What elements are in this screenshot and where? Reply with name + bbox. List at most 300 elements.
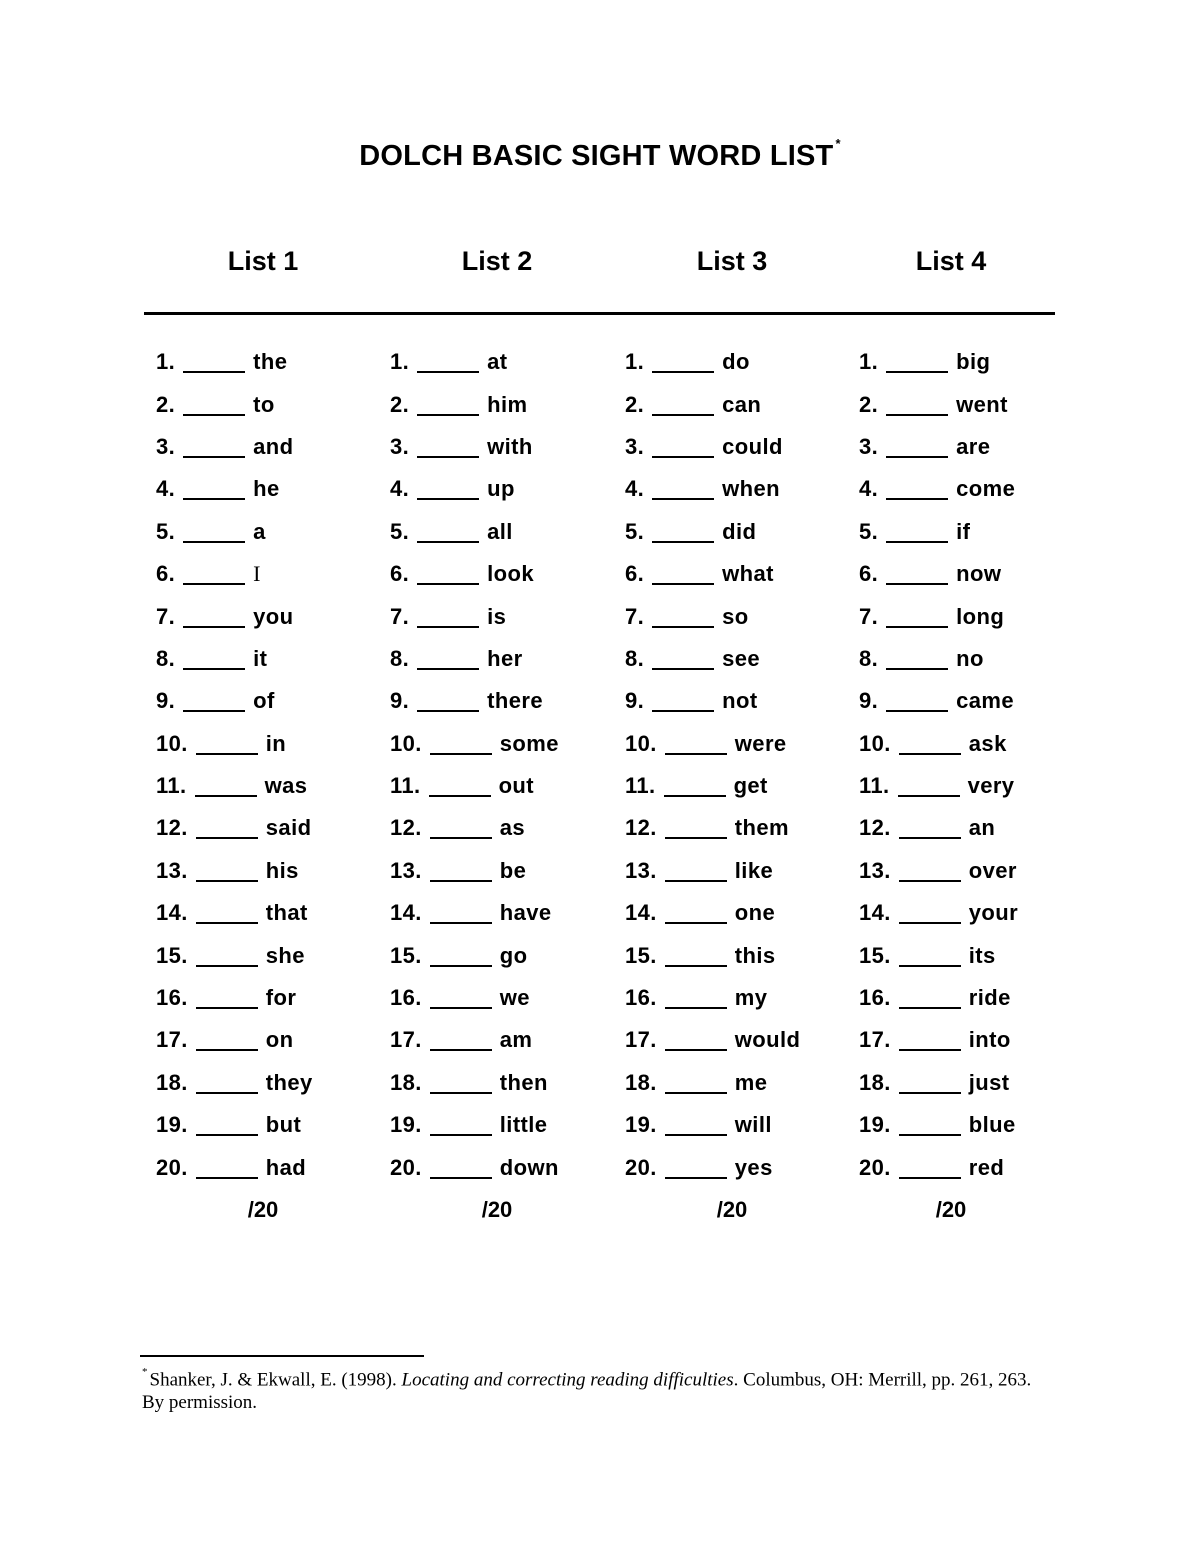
word-row: [390, 383, 620, 425]
sight-word: them: [734, 815, 789, 841]
answer-blank[interactable]: [899, 864, 961, 882]
answer-blank[interactable]: [899, 991, 961, 1009]
answer-blank[interactable]: [196, 1118, 258, 1136]
answer-blank[interactable]: [430, 949, 492, 967]
word-row: [156, 765, 386, 807]
sight-word: was: [264, 773, 308, 799]
word-number: 12.: [859, 815, 891, 841]
word-row: [625, 723, 855, 765]
sight-word: there: [487, 688, 543, 714]
sight-word: if: [956, 518, 971, 544]
sight-word: go: [499, 942, 528, 968]
word-number: 6.: [156, 561, 176, 587]
word-row: [390, 1104, 620, 1146]
answer-blank[interactable]: [886, 610, 948, 628]
sight-word: your: [968, 900, 1019, 926]
answer-blank[interactable]: [183, 482, 245, 500]
word-row: [390, 595, 620, 637]
answer-blank[interactable]: [899, 906, 961, 924]
word-row: [859, 638, 1089, 680]
answer-blank[interactable]: [664, 779, 726, 797]
sight-word: came: [956, 688, 1015, 714]
word-row: [156, 341, 386, 383]
answer-blank[interactable]: [665, 991, 727, 1009]
sight-word: were: [734, 730, 787, 756]
word-number: 3.: [625, 433, 645, 459]
answer-blank[interactable]: [899, 1076, 961, 1094]
word-number: 1.: [859, 349, 879, 375]
word-row: [625, 341, 855, 383]
sight-word: my: [734, 985, 768, 1011]
word-row: [859, 1019, 1089, 1061]
answer-blank[interactable]: [196, 949, 258, 967]
sight-word: long: [956, 603, 1005, 629]
answer-blank[interactable]: [665, 864, 727, 882]
word-number: 7.: [625, 603, 645, 629]
list-4-score: /20: [935, 1197, 967, 1222]
answer-blank[interactable]: [430, 1161, 492, 1179]
answer-blank[interactable]: [417, 355, 479, 373]
answer-blank[interactable]: [196, 1033, 258, 1051]
answer-blank[interactable]: [417, 694, 479, 712]
sight-word: little: [499, 1112, 548, 1138]
answer-blank[interactable]: [183, 440, 245, 458]
word-row: [859, 807, 1089, 849]
word-number: 8.: [390, 645, 410, 671]
sight-word: so: [722, 603, 749, 629]
sight-word: do: [722, 349, 750, 375]
sight-word: a: [253, 518, 266, 544]
answer-blank[interactable]: [430, 1076, 492, 1094]
list-1-score: /20: [247, 1197, 279, 1222]
answer-blank[interactable]: [665, 1161, 727, 1179]
sight-word: over: [968, 857, 1017, 883]
word-row: [859, 765, 1089, 807]
answer-blank[interactable]: [417, 398, 479, 416]
word-row: [625, 1019, 855, 1061]
answer-blank[interactable]: [899, 1033, 961, 1051]
word-number: 17.: [390, 1027, 422, 1053]
title-footnote-marker: *: [835, 136, 841, 152]
sight-word: will: [734, 1112, 772, 1138]
answer-blank[interactable]: [183, 567, 245, 585]
list-4-header: List 4: [915, 246, 987, 276]
answer-blank[interactable]: [652, 652, 714, 670]
sight-word: of: [253, 688, 275, 714]
answer-blank[interactable]: [183, 694, 245, 712]
sight-word: big: [956, 349, 991, 375]
answer-blank[interactable]: [417, 567, 479, 585]
word-row: [390, 807, 620, 849]
list-headers: [0, 246, 1200, 286]
word-number: 8.: [156, 645, 176, 671]
word-row: [625, 892, 855, 934]
word-number: 19.: [625, 1112, 657, 1138]
word-number: 13.: [156, 857, 188, 883]
word-row: [390, 977, 620, 1019]
footnote-book-title: Locating and correcting reading difficulties: [401, 1369, 734, 1391]
word-row: [859, 595, 1089, 637]
sight-word: one: [734, 900, 776, 926]
sight-word: not: [722, 688, 758, 714]
word-row: [625, 934, 855, 976]
word-row: [625, 1062, 855, 1104]
word-number: 15.: [625, 942, 657, 968]
word-number: 5.: [625, 518, 645, 544]
sight-word: no: [956, 645, 984, 671]
word-row: [156, 850, 386, 892]
answer-blank[interactable]: [183, 610, 245, 628]
word-row: [625, 511, 855, 553]
sight-word: him: [487, 391, 528, 417]
sight-word: blue: [968, 1112, 1016, 1138]
word-number: 14.: [625, 900, 657, 926]
word-number: 19.: [390, 1112, 422, 1138]
sight-word: what: [722, 561, 774, 587]
sight-word: you: [253, 603, 294, 629]
answer-blank[interactable]: [417, 610, 479, 628]
word-number: 17.: [859, 1027, 891, 1053]
sight-word: they: [265, 1069, 313, 1095]
word-number: 16.: [390, 985, 422, 1011]
sight-word: with: [487, 433, 533, 459]
answer-blank[interactable]: [652, 610, 714, 628]
sight-word: ask: [968, 730, 1007, 756]
answer-blank[interactable]: [430, 1033, 492, 1051]
word-number: 18.: [156, 1069, 188, 1095]
word-row: [859, 1146, 1089, 1188]
sight-word: said: [265, 815, 312, 841]
answer-blank[interactable]: [899, 1161, 961, 1179]
word-number: 7.: [859, 603, 879, 629]
sight-word: down: [499, 1154, 559, 1180]
answer-blank[interactable]: [886, 652, 948, 670]
answer-blank[interactable]: [196, 991, 258, 1009]
sight-word: out: [498, 773, 534, 799]
word-row: [390, 511, 620, 553]
list-1-header: List 1: [227, 246, 299, 276]
answer-blank[interactable]: [417, 525, 479, 543]
word-row: [156, 1104, 386, 1146]
sight-word: just: [968, 1069, 1010, 1095]
word-number: 3.: [390, 433, 410, 459]
footnote-authors: Shanker, J. & Ekwall, E. (1998).: [149, 1369, 397, 1391]
answer-blank[interactable]: [886, 398, 948, 416]
answer-blank[interactable]: [196, 737, 258, 755]
answer-blank[interactable]: [183, 398, 245, 416]
word-number: 5.: [156, 518, 176, 544]
answer-blank[interactable]: [886, 440, 948, 458]
word-number: 5.: [390, 518, 410, 544]
answer-blank[interactable]: [183, 652, 245, 670]
sight-word: she: [265, 942, 305, 968]
word-row: [156, 468, 386, 510]
answer-blank[interactable]: [652, 355, 714, 373]
footnote-marker: *: [142, 1366, 148, 1378]
word-number: 13.: [390, 857, 422, 883]
sight-word: see: [722, 645, 761, 671]
list-3-score: /20: [716, 1197, 748, 1222]
answer-blank[interactable]: [886, 525, 948, 543]
word-number: 1.: [625, 349, 645, 375]
word-number: 9.: [625, 688, 645, 714]
word-row: [390, 1146, 620, 1188]
sight-word: he: [253, 476, 280, 502]
word-row: [625, 595, 855, 637]
sight-word: get: [733, 773, 768, 799]
word-number: 11.: [156, 773, 187, 799]
word-number: 20.: [625, 1154, 657, 1180]
answer-blank[interactable]: [665, 906, 727, 924]
answer-blank[interactable]: [430, 737, 492, 755]
word-row: [156, 807, 386, 849]
word-number: 12.: [156, 815, 188, 841]
sight-word: on: [265, 1027, 294, 1053]
sight-word: her: [487, 645, 523, 671]
word-number: 14.: [390, 900, 422, 926]
word-row: [859, 934, 1089, 976]
sight-word: very: [967, 773, 1015, 799]
word-row: [156, 934, 386, 976]
word-row: [625, 850, 855, 892]
word-number: 8.: [625, 645, 645, 671]
word-row: [625, 383, 855, 425]
sight-word: this: [734, 942, 776, 968]
word-number: 11.: [625, 773, 656, 799]
sight-word: at: [487, 349, 508, 375]
answer-blank[interactable]: [183, 525, 245, 543]
answer-blank[interactable]: [899, 949, 961, 967]
word-row: [390, 892, 620, 934]
answer-blank[interactable]: [652, 567, 714, 585]
word-number: 16.: [156, 985, 188, 1011]
word-row: [156, 511, 386, 553]
word-number: 6.: [390, 561, 410, 587]
word-row: [625, 553, 855, 595]
answer-blank[interactable]: [665, 821, 727, 839]
answer-blank[interactable]: [429, 779, 491, 797]
word-number: 1.: [390, 349, 410, 375]
sight-word: could: [722, 433, 783, 459]
answer-blank[interactable]: [665, 1076, 727, 1094]
word-number: 7.: [390, 603, 410, 629]
word-number: 17.: [156, 1027, 188, 1053]
answer-blank[interactable]: [886, 567, 948, 585]
sight-word: went: [956, 391, 1008, 417]
answer-blank[interactable]: [430, 906, 492, 924]
word-number: 12.: [625, 815, 657, 841]
sight-word: come: [956, 476, 1016, 502]
word-row: [859, 850, 1089, 892]
sight-word: is: [487, 603, 507, 629]
word-number: 2.: [390, 391, 410, 417]
word-number: 17.: [625, 1027, 657, 1053]
word-number: 18.: [390, 1069, 422, 1095]
word-row: [390, 553, 620, 595]
word-row: [390, 850, 620, 892]
sight-word: his: [265, 857, 299, 883]
answer-blank[interactable]: [665, 737, 727, 755]
answer-blank[interactable]: [196, 821, 258, 839]
answer-blank[interactable]: [196, 906, 258, 924]
sight-word: would: [734, 1027, 801, 1053]
word-row: [390, 1019, 620, 1061]
word-number: 19.: [859, 1112, 891, 1138]
word-row: [390, 680, 620, 722]
sight-word: its: [968, 942, 996, 968]
footnote-rest: . Columbus, OH: Merrill, pp. 261, 263. By permission.: [142, 1369, 1032, 1414]
word-row: [390, 638, 620, 680]
sight-word: for: [265, 985, 297, 1011]
sight-word: in: [265, 730, 287, 756]
sight-word: as: [499, 815, 526, 841]
page-title: [0, 136, 1200, 173]
page-title-text: DOLCH BASIC SIGHT WORD LIST: [359, 140, 834, 172]
word-row: [156, 426, 386, 468]
answer-blank[interactable]: [665, 1118, 727, 1136]
word-row: [156, 595, 386, 637]
word-row: [625, 977, 855, 1019]
list-2-header: List 2: [461, 246, 533, 276]
word-row: [156, 1062, 386, 1104]
sight-word: but: [265, 1112, 302, 1138]
word-row: [625, 680, 855, 722]
sight-word: can: [722, 391, 762, 417]
answer-blank[interactable]: [430, 821, 492, 839]
sight-word: then: [499, 1069, 548, 1095]
word-row: [625, 1146, 855, 1188]
list-2-score: /20: [481, 1197, 513, 1222]
list-1-column: [156, 341, 386, 1189]
sight-word: now: [956, 561, 1002, 587]
answer-blank[interactable]: [652, 694, 714, 712]
word-number: 13.: [859, 857, 891, 883]
header-divider: [144, 312, 1055, 315]
sight-word: I: [253, 561, 261, 587]
answer-blank[interactable]: [652, 398, 714, 416]
word-number: 20.: [390, 1154, 422, 1180]
sight-word: and: [253, 433, 294, 459]
word-row: [859, 680, 1089, 722]
word-number: 6.: [625, 561, 645, 587]
word-number: 4.: [390, 476, 410, 502]
word-number: 9.: [859, 688, 879, 714]
word-number: 4.: [625, 476, 645, 502]
answer-blank[interactable]: [899, 1118, 961, 1136]
word-row: [625, 638, 855, 680]
word-number: 2.: [625, 391, 645, 417]
sight-word: when: [722, 476, 780, 502]
word-number: 8.: [859, 645, 879, 671]
sight-word: be: [499, 857, 527, 883]
word-row: [625, 1104, 855, 1146]
word-number: 10.: [625, 730, 657, 756]
list-3-header: List 3: [696, 246, 768, 276]
sight-word: that: [265, 900, 308, 926]
answer-blank[interactable]: [417, 440, 479, 458]
word-row: [390, 723, 620, 765]
word-row: [859, 553, 1089, 595]
answer-blank[interactable]: [430, 991, 492, 1009]
word-row: [859, 1104, 1089, 1146]
sight-word: all: [487, 518, 513, 544]
sight-word: did: [722, 518, 757, 544]
answer-blank[interactable]: [417, 482, 479, 500]
sight-word: like: [734, 857, 774, 883]
list-2-column: [390, 341, 620, 1189]
word-row: [625, 468, 855, 510]
word-row: [390, 934, 620, 976]
word-number: 2.: [859, 391, 879, 417]
word-number: 19.: [156, 1112, 188, 1138]
word-row: [156, 553, 386, 595]
word-number: 18.: [625, 1069, 657, 1095]
answer-blank[interactable]: [196, 864, 258, 882]
sight-word: yes: [734, 1154, 773, 1180]
word-row: [390, 341, 620, 383]
answer-blank[interactable]: [196, 1161, 258, 1179]
footnote: [142, 1364, 1042, 1414]
answer-blank[interactable]: [886, 482, 948, 500]
word-number: 3.: [859, 433, 879, 459]
word-number: 15.: [390, 942, 422, 968]
answer-blank[interactable]: [417, 652, 479, 670]
answer-blank[interactable]: [195, 779, 257, 797]
word-number: 14.: [859, 900, 891, 926]
word-number: 16.: [859, 985, 891, 1011]
word-row: [859, 892, 1089, 934]
word-number: 12.: [390, 815, 422, 841]
word-row: [156, 892, 386, 934]
word-row: [156, 1019, 386, 1061]
answer-blank[interactable]: [652, 440, 714, 458]
word-row: [625, 807, 855, 849]
word-number: 10.: [390, 730, 422, 756]
word-number: 10.: [859, 730, 891, 756]
answer-blank[interactable]: [183, 355, 245, 373]
answer-blank[interactable]: [652, 525, 714, 543]
word-row: [156, 977, 386, 1019]
answer-blank[interactable]: [886, 694, 948, 712]
sight-word: ride: [968, 985, 1011, 1011]
list-3-column: [625, 341, 855, 1189]
word-number: 16.: [625, 985, 657, 1011]
answer-blank[interactable]: [665, 949, 727, 967]
sight-word: had: [265, 1154, 307, 1180]
word-row: [859, 383, 1089, 425]
answer-blank[interactable]: [665, 1033, 727, 1051]
answer-blank[interactable]: [430, 1118, 492, 1136]
sight-word: it: [253, 645, 268, 671]
answer-blank[interactable]: [899, 737, 961, 755]
answer-blank[interactable]: [196, 1076, 258, 1094]
word-row: [156, 638, 386, 680]
sight-word: into: [968, 1027, 1011, 1053]
sight-word: up: [487, 476, 515, 502]
answer-blank[interactable]: [899, 821, 961, 839]
word-number: 13.: [625, 857, 657, 883]
sight-word: look: [487, 561, 534, 587]
word-row: [859, 723, 1089, 765]
answer-blank[interactable]: [430, 864, 492, 882]
word-number: 7.: [156, 603, 176, 629]
answer-blank[interactable]: [898, 779, 960, 797]
answer-blank[interactable]: [652, 482, 714, 500]
word-number: 20.: [156, 1154, 188, 1180]
word-row: [156, 1146, 386, 1188]
word-number: 5.: [859, 518, 879, 544]
answer-blank[interactable]: [886, 355, 948, 373]
